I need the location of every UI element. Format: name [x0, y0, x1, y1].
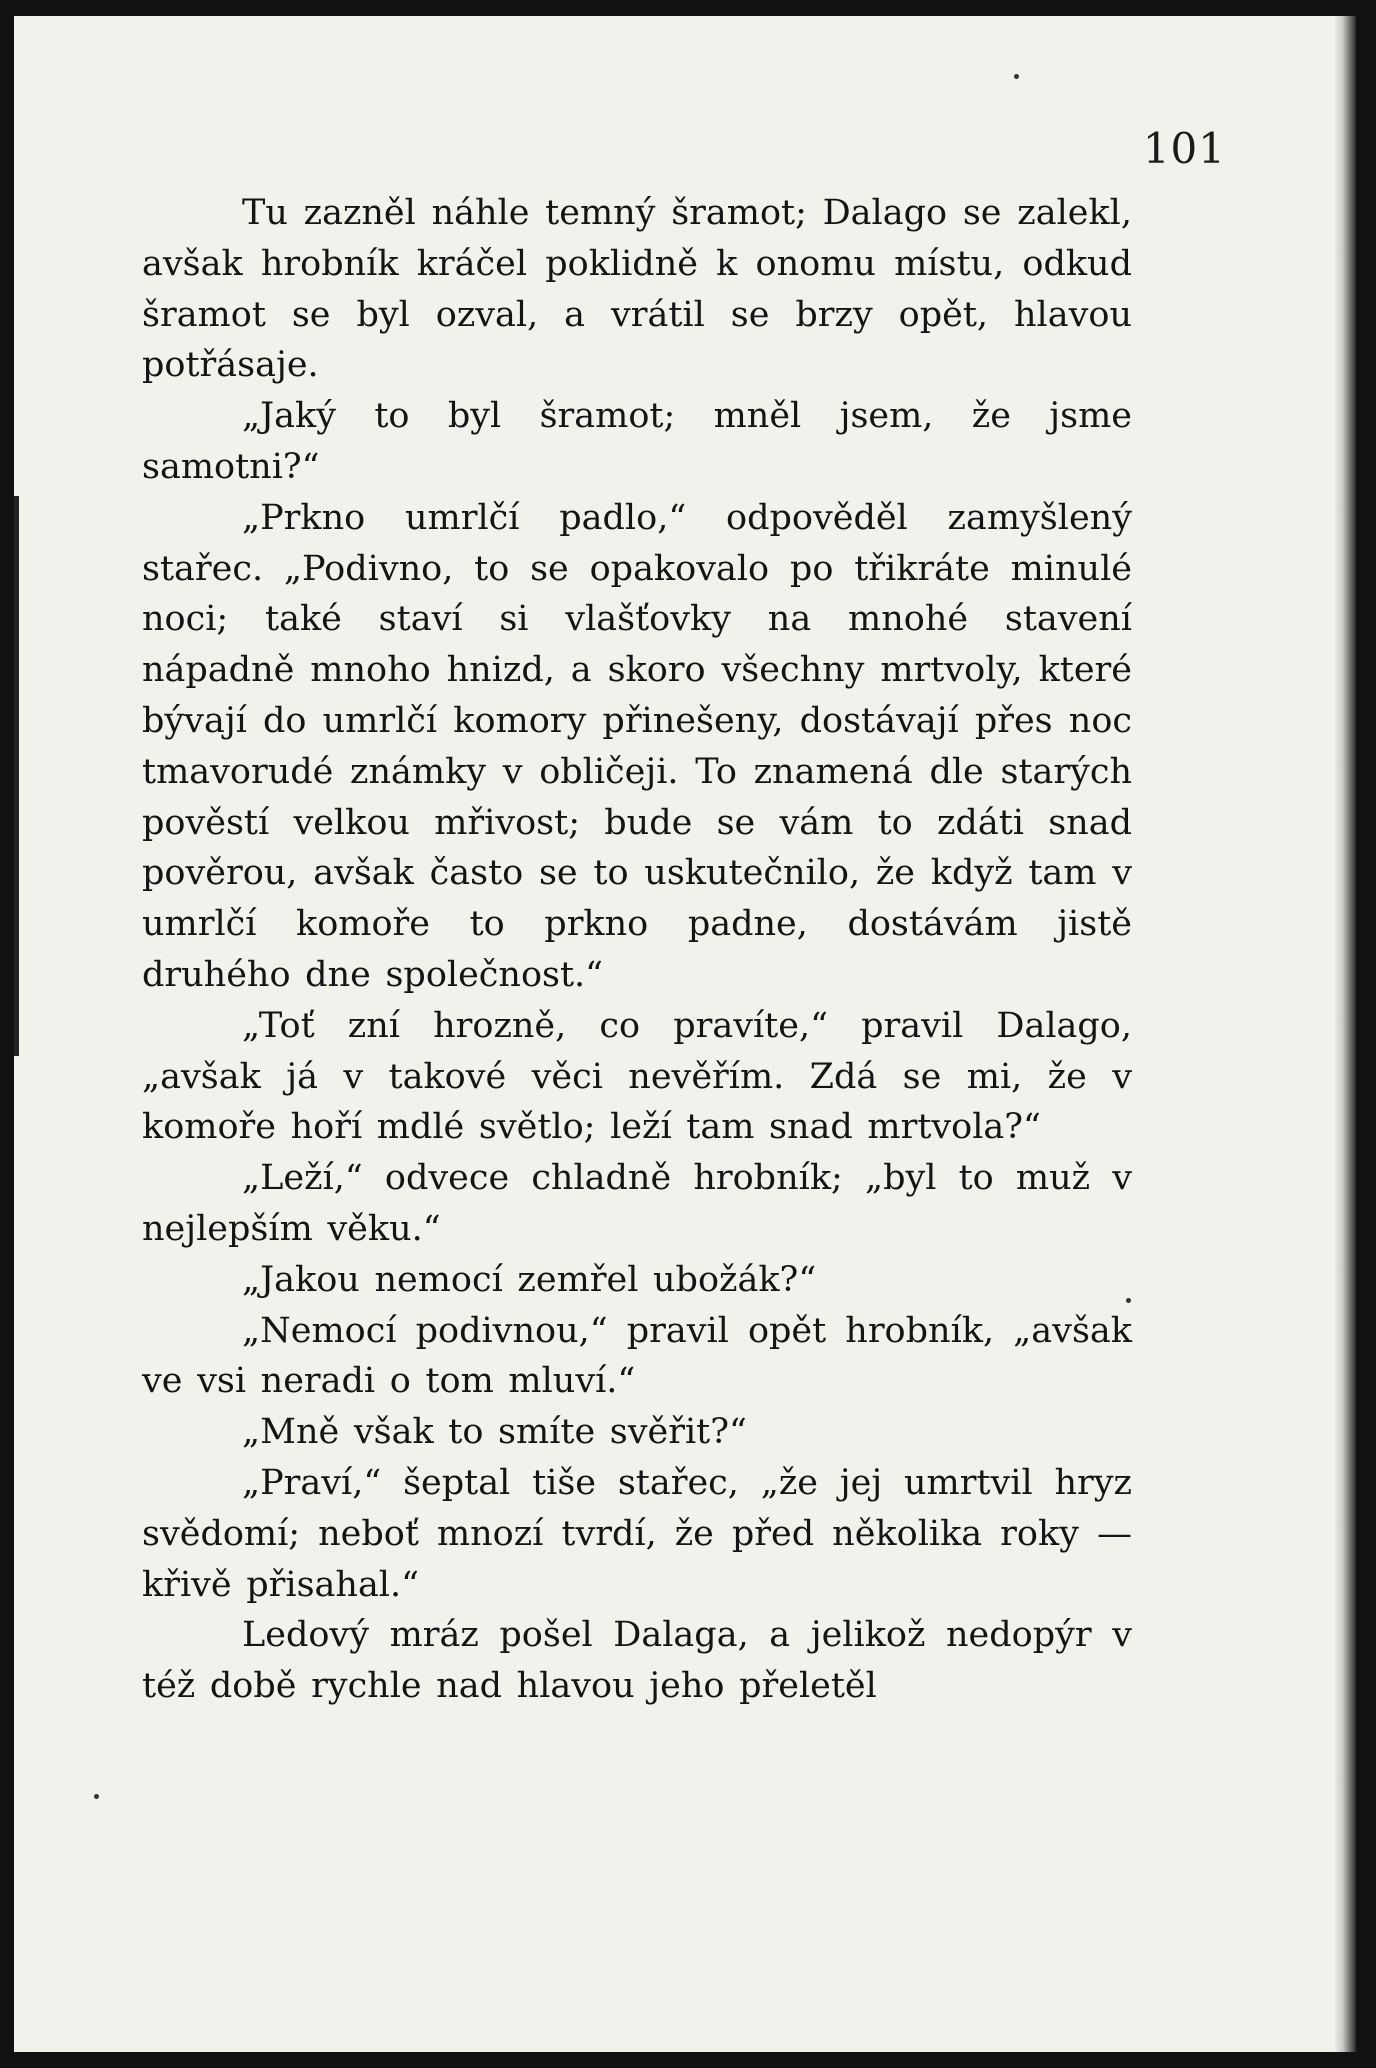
paragraph: Ledový mráz pošel Dalaga, a jelikož nedopýr v též době rychle nad hlavou jeho přeletěl: [142, 1615, 1132, 1707]
paragraph: „Mně však to smíte svěřit?“: [242, 1412, 747, 1453]
page-edge-shadow: [1334, 16, 1356, 2052]
paragraph: „Prkno umrlčí padlo,“ odpověděl zamyšlený stařec. „Podivno, to se opakovalo po třikráte minulé noci; také staví si vlašťovky na mnohé stavení nápadně mnoho hnizd, a skoro všechny mrtvoly, které bývají do umrlčí komory přinešeny, dostávají přes noc tmavorudé známky v obličeji. To znamená dle starých pověstí velkou mřivost; bude se vám to zdáti snad pověrou, avšak často se to uskutečnilo, že když tam v umrlčí komoře to prkno padne, dostávám jistě druhého dne společnost.“: [142, 497, 1132, 995]
paragraph: „Toť zní hrozně, co pravíte,“ pravil Dalago, „avšak já v takové věci nevěřím. Zdá se mi, že v komoře hoří mdlé světlo; leží tam snad mrtvola?“: [142, 1005, 1132, 1148]
body-text: [142, 188, 1132, 1712]
paper-speck: [94, 1794, 99, 1799]
paragraph: „Jakou nemocí zemřel ubožák?“: [242, 1259, 817, 1300]
paper-speck: [1014, 74, 1019, 79]
paragraph: „Nemocí podivnou,“ pravil opět hrobník, „avšak ve vsi neradi o tom mluví.“: [142, 1310, 1132, 1402]
page-number: 101: [1142, 124, 1226, 173]
paragraph: Tu zazněl náhle temný šramot; Dalago se zalekl, avšak hrobník kráčel poklidně k onomu místu, odkud šramot se byl ozval, a vrátil se brzy opět, hlavou potřásaje.: [142, 193, 1132, 386]
paragraph: „Leží,“ odvece chladně hrobník; „byl to muž v nejlepším věku.“: [142, 1158, 1132, 1249]
paragraph: „Jaký to byl šramot; mněl jsem, že jsme samotni?“: [142, 396, 1132, 487]
book-page: [14, 16, 1356, 2052]
paragraph: „Praví,“ šeptal tiše stařec, „že jej umrtvil hryz svědomí; neboť mnozí tvrdí, že před několika roky — křivě přisahal.“: [142, 1462, 1132, 1605]
binding-mark: [14, 496, 19, 1056]
